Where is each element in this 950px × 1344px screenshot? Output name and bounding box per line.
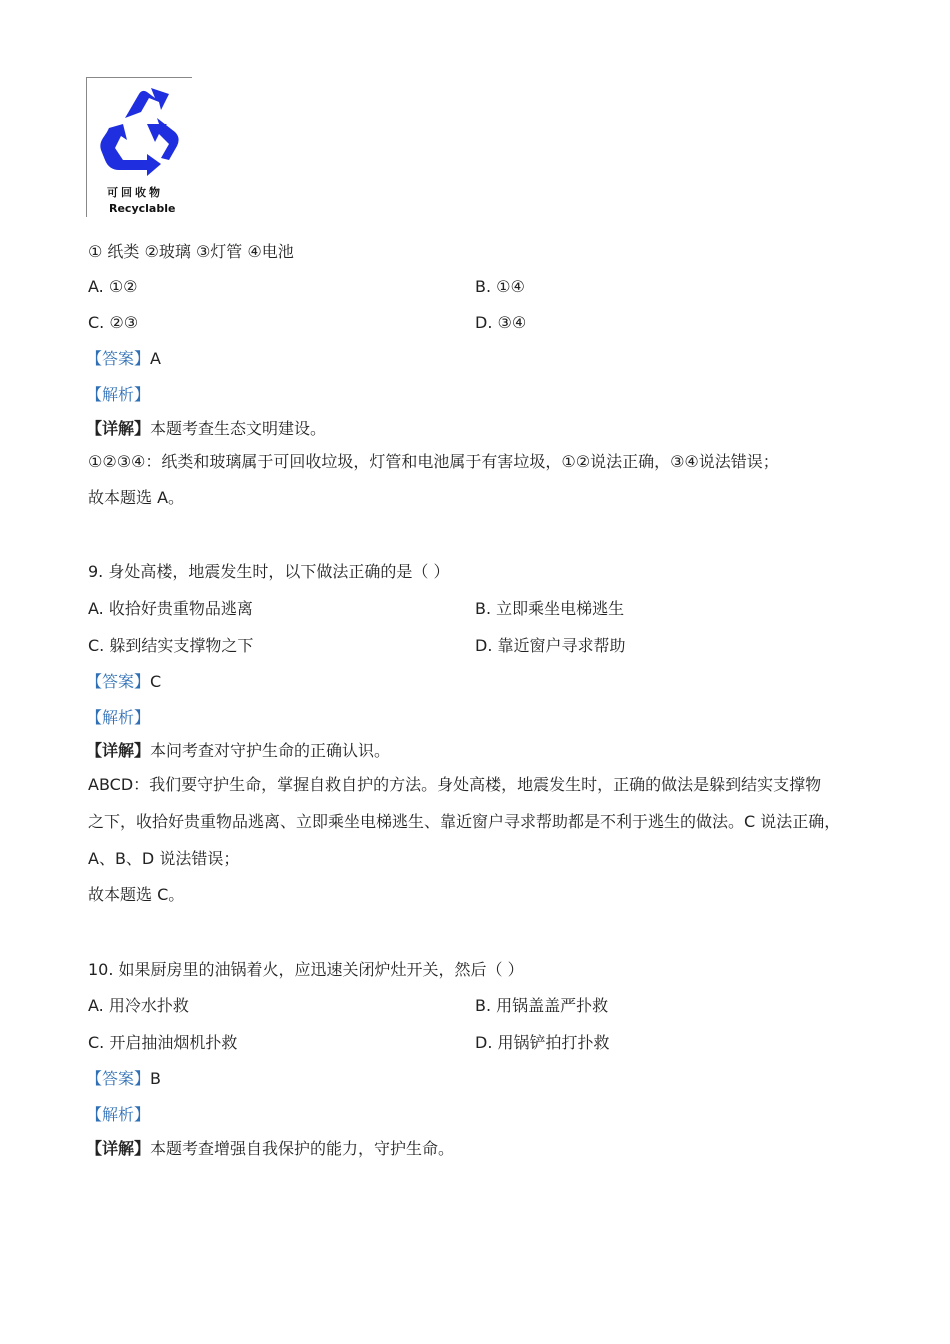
answer-value: C [150, 672, 162, 691]
q8-explanation: ①②③④：纸类和玻璃属于可回收垃圾，灯管和电池属于有害垃圾，①②说法正确，③④说法错误； [88, 452, 779, 471]
q8-conclusion: 故本题选 A。 [88, 488, 185, 507]
q9-option-a: A. 收拾好贵重物品逃离 [88, 599, 253, 618]
q10-detail [86, 1139, 454, 1159]
q8-detail [86, 419, 326, 439]
q8-answer [86, 349, 161, 369]
q9-explanation-line1: ABCD：我们要守护生命，掌握自救自护的方法。身处高楼，地震发生时，正确的做法是躲到结实支撑物 [88, 775, 822, 794]
q10-analysis-tag: 【解析】 [86, 1105, 151, 1124]
q9-conclusion: 故本题选 C。 [88, 885, 185, 904]
logo-text-en: Recyclable [109, 202, 176, 215]
q10-option-d: D. 用锅铲拍打扑救 [475, 1033, 610, 1052]
detail-text: 本题考查生态文明建设。 [150, 419, 327, 438]
q8-option-d: D. ③④ [475, 313, 527, 332]
q8-option-a: A. ①② [88, 277, 138, 296]
recyclable-logo [86, 77, 192, 217]
answer-tag: 【答案】 [86, 1069, 151, 1088]
q9-option-d: D. 靠近窗户寻求帮助 [475, 636, 626, 655]
detail-tag: 【详解】 [86, 419, 151, 438]
detail-tag: 【详解】 [86, 1139, 151, 1158]
answer-value: B [150, 1069, 161, 1088]
answer-tag: 【答案】 [86, 672, 151, 691]
q9-explanation-line3: A、B、D 说法错误； [88, 849, 240, 868]
detail-text: 本题考查增强自我保护的能力，守护生命。 [150, 1139, 455, 1158]
detail-text: 本问考查对守护生命的正确认识。 [150, 741, 391, 760]
q10-option-a: A. 用冷水扑救 [88, 996, 189, 1015]
q9-option-c: C. 躲到结实支撑物之下 [88, 636, 254, 655]
q9-explanation-line2: 之下，收拾好贵重物品逃离、立即乘坐电梯逃生、靠近窗户寻求帮助都是不利于逃生的做法。C 说法正确， [88, 812, 841, 831]
q10-option-c: C. 开启抽油烟机扑救 [88, 1033, 238, 1052]
q9-option-b: B. 立即乘坐电梯逃生 [475, 599, 625, 618]
recycle-icon [95, 84, 187, 180]
q8-items: ① 纸类 ②玻璃 ③灯管 ④电池 [88, 242, 294, 261]
q8-option-c: C. ②③ [88, 313, 139, 332]
q9-answer [86, 672, 161, 692]
q10-option-b: B. 用锅盖盖严扑救 [475, 996, 609, 1015]
q8-analysis-tag: 【解析】 [86, 385, 151, 404]
logo-text-cn: 可回收物 [107, 186, 163, 199]
q9-analysis-tag: 【解析】 [86, 708, 151, 727]
q10-answer [86, 1069, 161, 1089]
q9-question: 9. 身处高楼，地震发生时，以下做法正确的是（ ） [88, 562, 450, 581]
answer-value: A [150, 349, 161, 368]
q8-option-b: B. ①④ [475, 277, 525, 296]
q9-detail [86, 741, 390, 761]
q10-question: 10. 如果厨房里的油锅着火，应迅速关闭炉灶开关，然后（ ） [88, 960, 524, 979]
answer-tag: 【答案】 [86, 349, 151, 368]
detail-tag: 【详解】 [86, 741, 151, 760]
